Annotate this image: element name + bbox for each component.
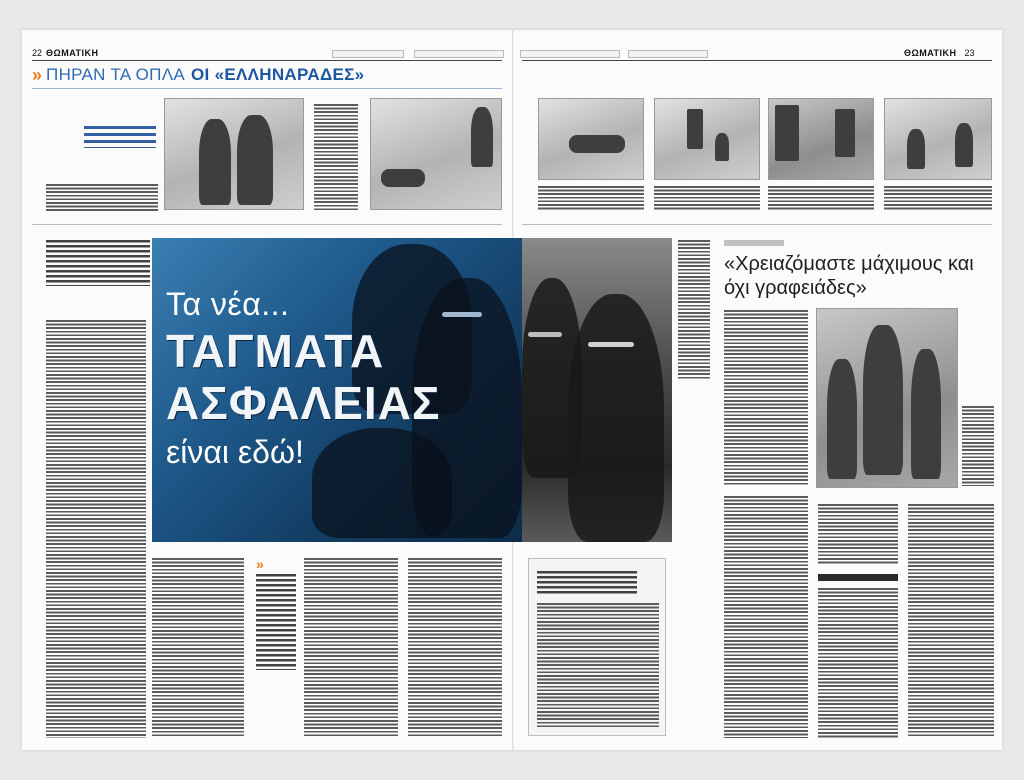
photo-two-men xyxy=(164,98,304,210)
sidebar-box xyxy=(528,558,666,736)
section-bar xyxy=(818,574,898,581)
left-page-number: 22 xyxy=(32,48,43,58)
body-text-column xyxy=(818,504,898,564)
double-chevron-right-icon: » xyxy=(32,64,43,85)
caption-text xyxy=(538,186,644,210)
body-text-column xyxy=(908,504,994,738)
hero-gray-panel xyxy=(522,238,672,542)
article-tag xyxy=(724,240,784,246)
folio-strip xyxy=(414,50,504,58)
folio-strip xyxy=(628,50,708,58)
right-brand: ΘΩΜΑΤΙΚΗ xyxy=(904,48,957,58)
double-chevron-right-icon: » xyxy=(256,556,264,572)
right-folio xyxy=(904,46,978,60)
caption-text xyxy=(962,406,994,486)
folio-strip xyxy=(332,50,404,58)
top-rule xyxy=(522,60,992,61)
folio-strip xyxy=(520,50,620,58)
caption-text xyxy=(314,104,358,212)
caption-text xyxy=(884,186,992,210)
body-text-column xyxy=(818,588,898,738)
kicker-prefix: ΠΗΡΑΝ ΤΑ ΟΠΛΑ xyxy=(46,65,186,84)
hero-image xyxy=(152,238,672,542)
sidebar-headline xyxy=(537,571,637,595)
section-rule xyxy=(32,224,502,225)
body-text-column xyxy=(304,558,398,738)
photo-training-ground xyxy=(538,98,644,180)
section-kicker xyxy=(32,64,364,86)
left-folio xyxy=(32,46,98,60)
section-rule xyxy=(522,224,992,225)
right-page-number: 23 xyxy=(964,48,975,58)
hero-line-4: είναι εδώ! xyxy=(166,434,304,470)
kicker-rule xyxy=(32,88,502,89)
pull-quote xyxy=(256,574,296,670)
photo-shooting xyxy=(884,98,992,180)
photo-soldiers xyxy=(816,308,958,488)
photo-ruins xyxy=(768,98,874,180)
blue-caption xyxy=(84,126,156,148)
newspaper-spread xyxy=(22,30,1002,750)
column-headline xyxy=(46,240,150,286)
kicker-emphasis: ΟΙ «ΕΛΛΗΝΑΡΑΔΕΣ» xyxy=(191,65,365,84)
hero-line-1: Τα νέα... xyxy=(166,286,290,322)
photo-building xyxy=(654,98,760,180)
body-text-column xyxy=(152,558,244,738)
sidebar-text xyxy=(537,603,659,729)
caption-text xyxy=(768,186,874,210)
right-article-headline: «Χρειαζόμαστε μάχιμους και όχι γραφειάδες» xyxy=(724,253,974,299)
photo-training xyxy=(370,98,502,210)
body-text-column xyxy=(724,310,808,486)
caption-text xyxy=(46,184,158,212)
body-text-column xyxy=(724,496,808,738)
caption-text xyxy=(678,240,710,380)
hero-line-2: ΤΑΓΜΑΤΑ xyxy=(166,325,385,377)
body-text-column xyxy=(408,558,502,738)
hero-line-3: ΑΣΦΑΛΕΙΑΣ xyxy=(166,377,441,429)
top-rule xyxy=(32,60,502,61)
left-brand: ΘΩΜΑΤΙΚΗ xyxy=(46,48,99,58)
body-text-column xyxy=(46,320,146,738)
caption-text xyxy=(654,186,760,210)
